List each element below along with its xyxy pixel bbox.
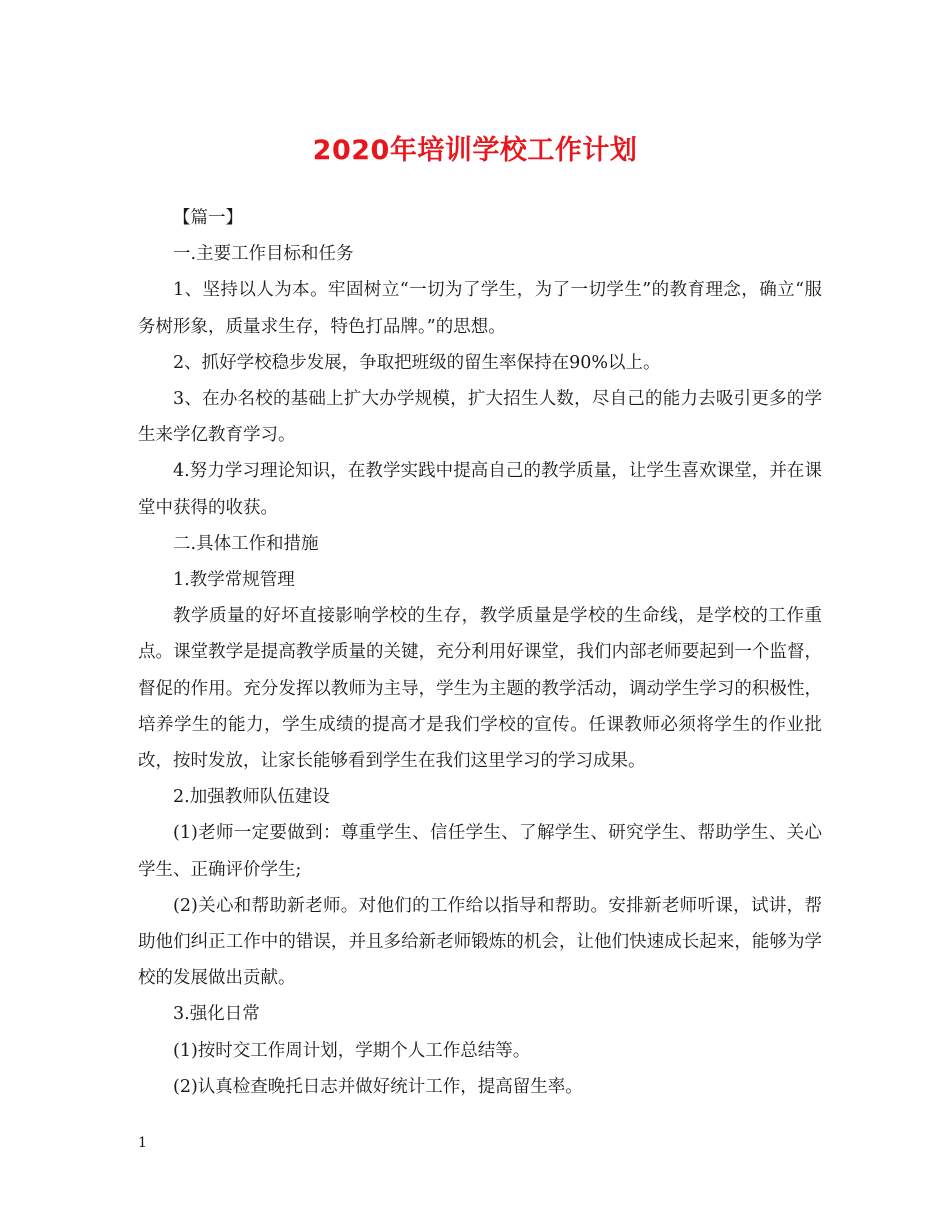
paragraph: 2、抓好学校稳步发展，争取把班级的留生率保持在90%以上。 xyxy=(173,352,661,373)
paragraph: 4.努力学习理论知识，在教学实践中提高自己的教学质量，让学生喜欢课堂，并在课堂中获得的收获。 xyxy=(138,461,822,518)
document-body xyxy=(138,200,822,1105)
subsection-heading: 1.教学常规管理 xyxy=(173,570,295,591)
section-heading: 二.具体工作和措施 xyxy=(173,533,319,554)
paragraph: (1)老师一定要做到：尊重学生、信任学生、了解学生、研究学生、帮助学生、关心学生、正确评价学生; xyxy=(138,823,822,880)
paragraph: 3、在办名校的基础上扩大办学规模，扩大招生人数，尽自己的能力去吸引更多的学生来学亿教育学习。 xyxy=(138,389,822,446)
page-number: 1 xyxy=(138,1135,147,1151)
subsection-heading: 3.强化日常 xyxy=(173,1004,260,1025)
document-title: 2020年培训学校工作计划 xyxy=(312,135,638,166)
section-heading: 一.主要工作目标和任务 xyxy=(173,244,354,265)
paragraph: (1)按时交工作周计划，学期个人工作总结等。 xyxy=(173,1040,531,1061)
paragraph: (2)关心和帮助新老师。对他们的工作给以指导和帮助。安排新老师听课，试讲，帮助他们纠正工作中的错误，并且多给新老师锻炼的机会，让他们快速成长起来，能够为学校的发展做出贡献。 xyxy=(138,895,822,989)
subsection-heading: 2.加强教师队伍建设 xyxy=(173,787,330,808)
section-tag: 【篇一】 xyxy=(173,208,243,228)
paragraph: 教学质量的好坏直接影响学校的生存，教学质量是学校的生命线，是学校的工作重点。课堂教学是提高教学质量的关键，充分利用好课堂，我们内部老师要起到一个监督，督促的作用。充分发挥以教师为主导，学生为主题的教学活动，调动学生学习的积极性，培养学生的能力，学生成绩的提高才是我们学校的宣传。任课教师必须将学生的作业批改，按时发放，让家长能够看到学生在我们这里学习的学习成果。 xyxy=(138,606,822,772)
paragraph: 1、坚持以人为本。牢固树立“一切为了学生，为了一切学生”的教育理念，确立“服务树形象，质量求生存，特色打品牌。”的思想。 xyxy=(138,280,822,337)
paragraph: (2)认真检查晚托日志并做好统计工作，提高留生率。 xyxy=(173,1076,583,1097)
